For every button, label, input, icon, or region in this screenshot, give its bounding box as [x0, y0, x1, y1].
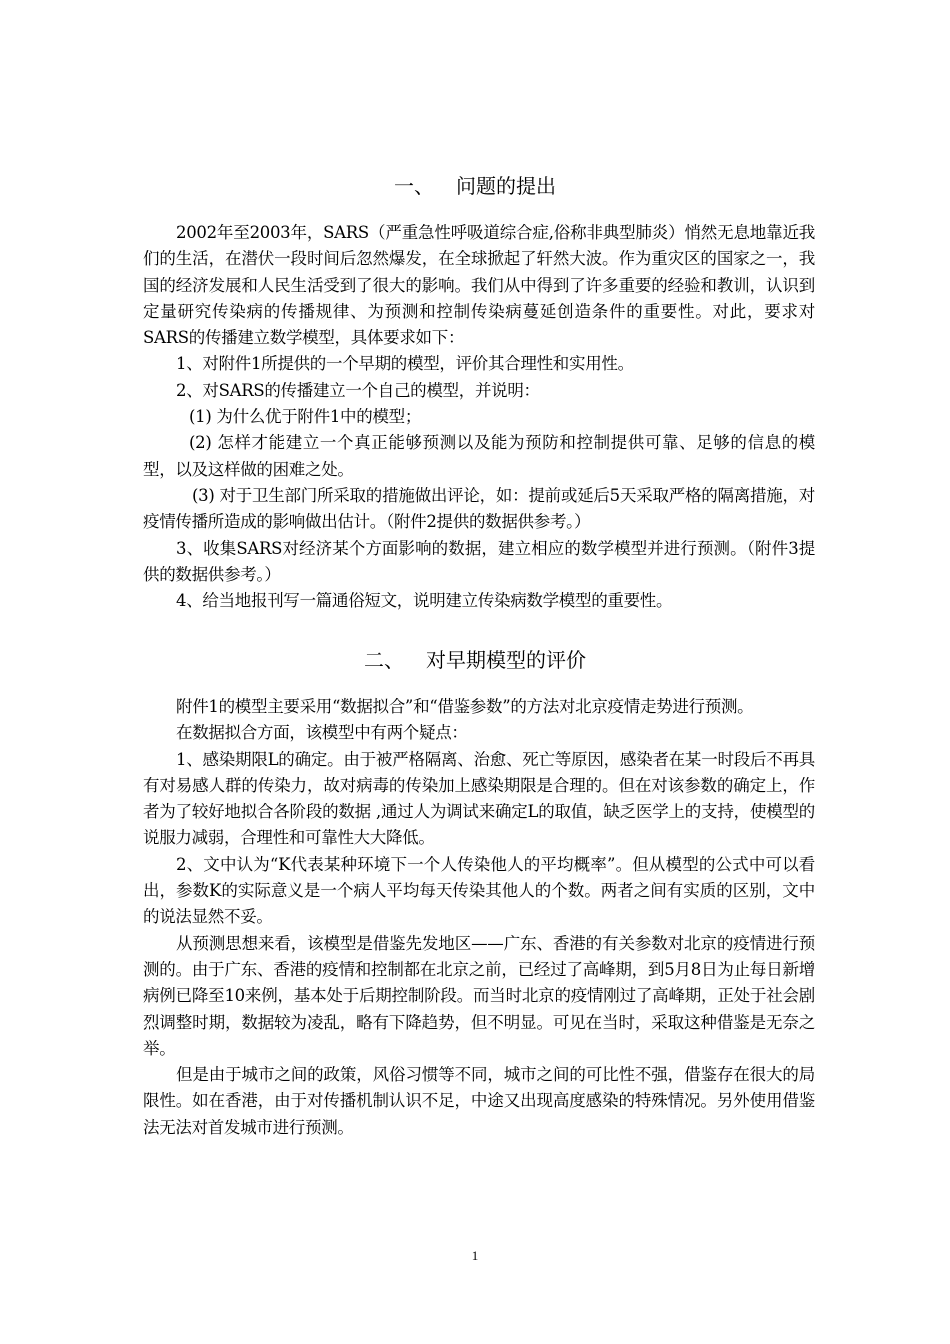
section-1-heading	[0, 172, 950, 200]
paragraph: 1、感染期限L的确定。由于被严格隔离、治愈、死亡等原因，感染者在某一时段后不再具有对易感人群的传染力，故对病毒的传染加上感染期限是合理的。但在对该参数的确定上，作者为了较好地拟合各阶段的数据 ,通过人为调试来确定L的取值，缺乏医学上的支持，使模型的说服力减弱，合理性和可靠性大大降低。	[143, 749, 815, 848]
sub-list-item: (1) 为什么优于附件1中的模型；	[189, 407, 422, 427]
section-1-number: 一、	[394, 174, 434, 198]
list-item: 4、给当地报刊写一篇通俗短文，说明建立传染病数学模型的重要性。	[176, 591, 673, 611]
paragraph: 在数据拟合方面，该模型中有两个疑点：	[176, 723, 468, 743]
section-1-body	[143, 220, 815, 614]
page-number: 1	[471, 1248, 479, 1263]
list-item: 2、对SARS的传播建立一个自己的模型，并说明：	[176, 380, 540, 400]
section-2-body	[143, 694, 815, 1141]
sub-list-item: (2) 怎样才能建立一个真正能够预测以及能为预防和控制提供可靠、足够的信息的模型，以及这样做的困难之处。	[143, 433, 815, 479]
section-2-title: 对早期模型的评价	[426, 648, 586, 672]
section-1-title: 问题的提出	[456, 174, 556, 198]
paragraph: 但是由于城市之间的政策，风俗习惯等不同，城市之间的可比性不强，借鉴存在很大的局限性。如在香港，由于对传播机制认识不足，中途又出现高度感染的特殊情况。另外使用借鉴法无法对首发城市进行预测。	[143, 1065, 815, 1137]
paragraph: 2、文中认为“K代表某种环境下一个人传染他人的平均概率”。但从模型的公式中可以看出，参数K的实际意义是一个病人平均每天传染其他人的个数。两者之间有实质的区别，文中的说法显然不妥。	[143, 854, 815, 927]
section-2-number: 二、	[364, 648, 404, 672]
paragraph: 从预测思想来看，该模型是借鉴先发地区——广东、香港的有关参数对北京的疫情进行预测的。由于广东、香港的疫情和控制都在北京之前，已经过了高峰期，到5月8日为止每日新增病例已降至10来例，基本处于后期控制阶段。而当时北京的疫情刚过了高峰期，正处于社会剧烈调整时期，数据较为凌乱，略有下降趋势，但不明显。可见在当时，采取这种借鉴是无奈之举。	[143, 933, 815, 1058]
sub-list-item: (3) 对于卫生部门所采取的措施做出评论，如：提前或延后5天采取严格的隔离措施，对疫情传播所造成的影响做出估计。（附件2提供的数据供参考。）	[143, 485, 815, 532]
section-2-heading	[0, 646, 950, 674]
paragraph: 附件1的模型主要采用“数据拟合”和“借鉴参数”的方法对北京疫情走势进行预测。	[176, 697, 754, 716]
paragraph: 2002年至2003年，SARS（严重急性呼吸道综合症,俗称非典型肺炎）悄然无息地靠近我们的生活，在潜伏一段时间后忽然爆发，在全球掀起了轩然大波。作为重灾区的国家之一，我国的经济发展和人民生活受到了很大的影响。我们从中得到了许多重要的经验和教训，认识到定量研究传染病的传播规律、为预测和控制传染病蔓延创造条件的重要性。对此，要求对SARS的传播建立数学模型，具体要求如下：	[143, 223, 815, 348]
list-item: 1、对附件1所提供的一个早期的模型，评价其合理性和实用性。	[176, 354, 634, 374]
list-item: 3、收集SARS对经济某个方面影响的数据，建立相应的数学模型并进行预测。（附件3提供的数据供参考。）	[143, 538, 815, 584]
